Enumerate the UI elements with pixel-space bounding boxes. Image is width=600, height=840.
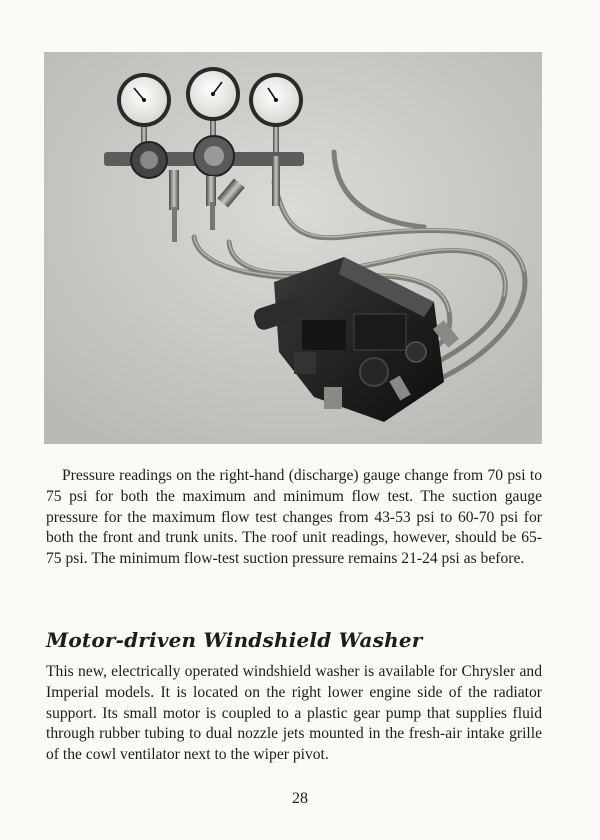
gauge-left [117,73,171,127]
photo-gauge-set [44,52,542,444]
gauge-right [249,73,303,127]
section-body: This new, electrically operated windshield washer is available for Chrysler and Imperial models. It is located on the right lower engine side of the radiator support. Its small motor is coupled to a plastic gear pump that supplies fluid through rubber tubing to dual nozzle jets mounted in the fresh-air intake grille of the cowl ventilator next to the wiper pivot. [46,663,542,764]
gauge-photo-illustration [44,52,542,444]
page-number: 28 [292,790,308,807]
photo-caption: Pressure readings on the right-hand (discharge) gauge change from 70 psi to 75 psi for both the maximum and minimum flow test. The suction gauge pressure for the maximum flow test changes from 43-53 psi to 60-70 psi for both the front and trunk units. The roof unit readings, however, should be 65-75 psi. The minimum flow-test suction pressure remains 21-24 psi as before. [46,467,542,568]
gauge-middle [186,67,240,121]
section-heading: Motor-driven Windshield Washer [46,628,423,652]
